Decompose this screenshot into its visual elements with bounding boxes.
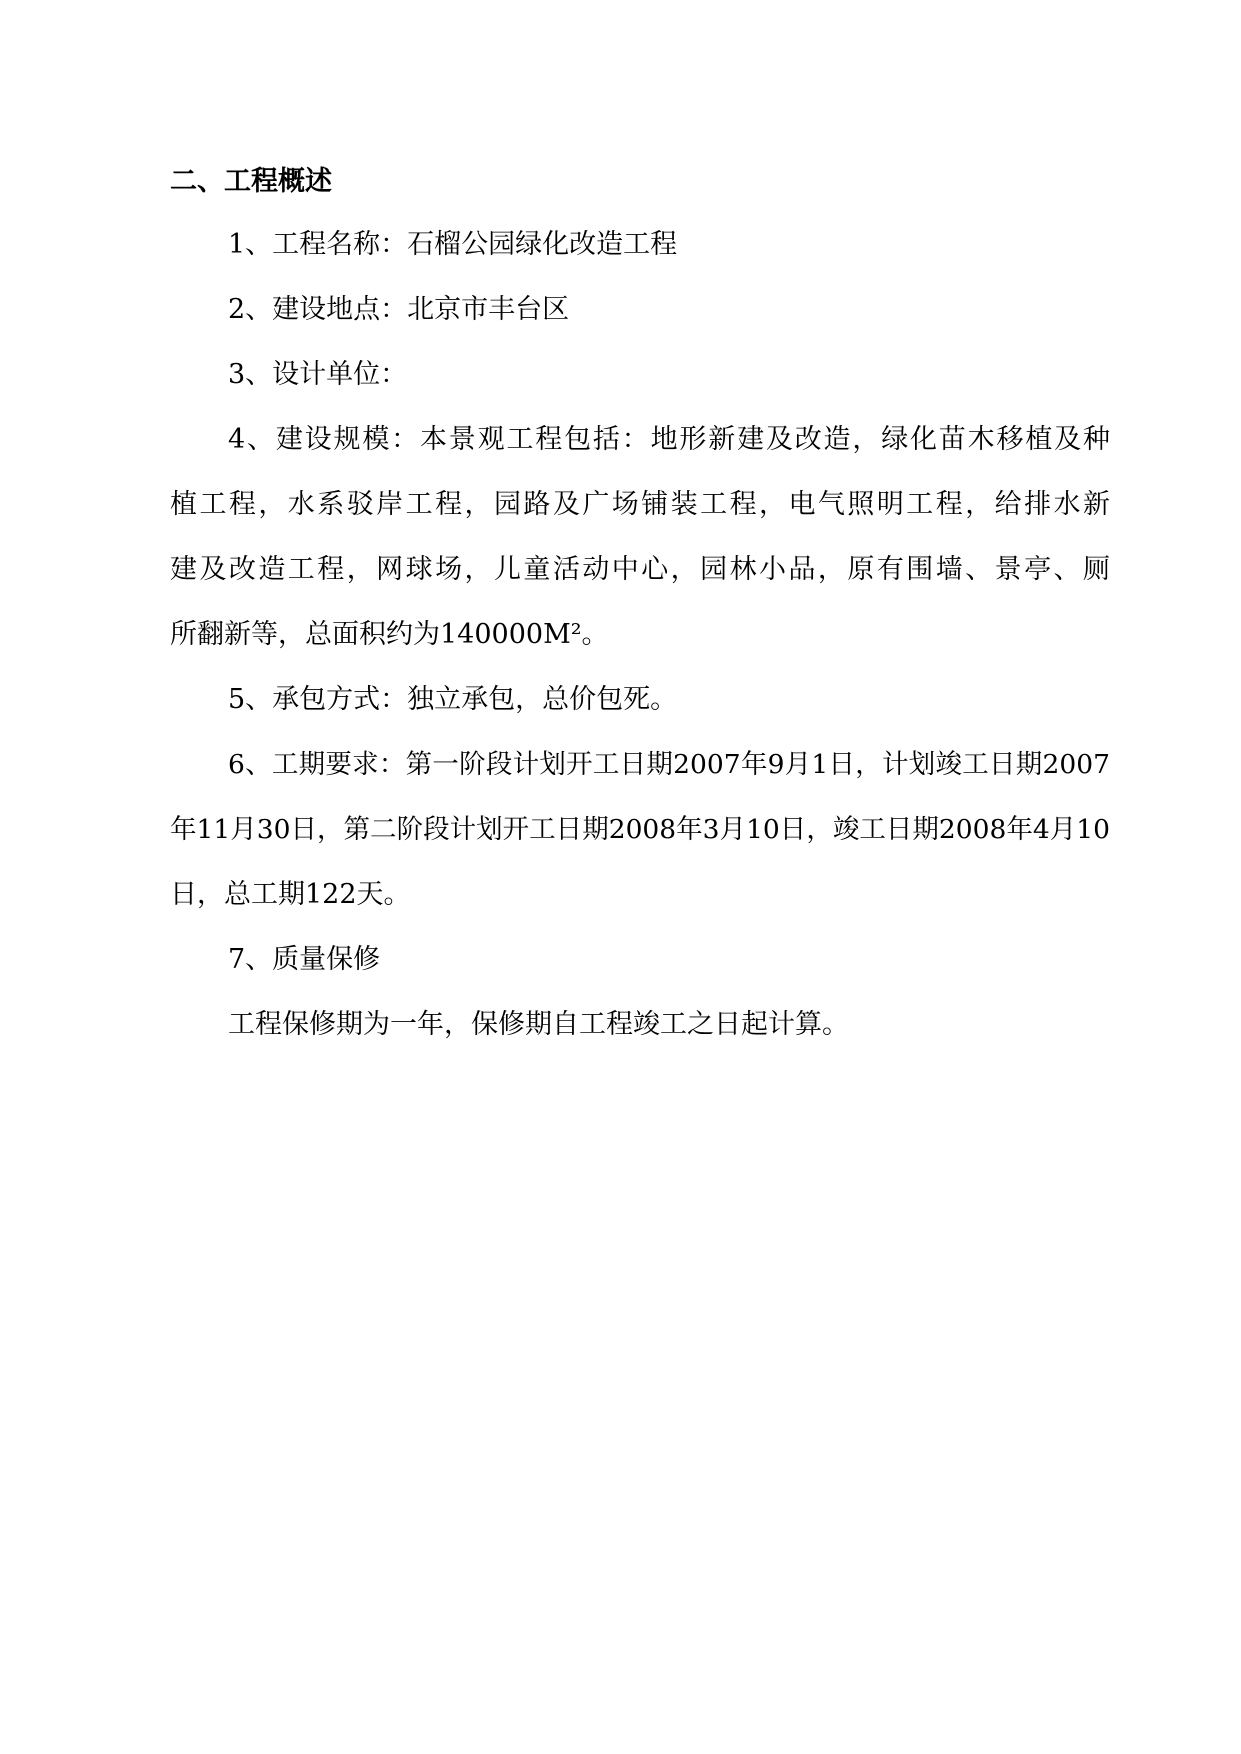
item-schedule bbox=[170, 732, 1110, 927]
document-content bbox=[170, 152, 1110, 1057]
item-warranty-text: 工程保修期为一年，保修期自工程竣工之日起计算。 bbox=[228, 1009, 849, 1040]
item-schedule-line-2: 年11月30日，第二阶段计划开工日期2008年3月10日，竣工日期2008年4月10 bbox=[170, 814, 1110, 845]
item-scale bbox=[170, 407, 1110, 667]
item-contract: 5、承包方式：独立承包，总价包死。 bbox=[228, 684, 678, 715]
item-designer: 3、设计单位： bbox=[228, 359, 408, 390]
item-schedule-line-1: 6、工期要求：第一阶段计划开工日期2007年9月1日，计划竣工日期2007 bbox=[228, 749, 1110, 780]
item-location: 2、建设地点：北京市丰台区 bbox=[228, 294, 570, 325]
item-project-name: 1、工程名称：石榴公园绿化改造工程 bbox=[228, 229, 678, 260]
item-warranty-title: 7、质量保修 bbox=[228, 944, 381, 975]
item-scale-line-2: 植工程，水系驳岸工程，园路及广场铺装工程，电气照明工程，给排水新 bbox=[170, 489, 1110, 520]
section-heading: 二、工程概述 bbox=[170, 166, 332, 197]
item-scale-line-4: 所翻新等，总面积约为140000M²。 bbox=[170, 619, 609, 650]
item-scale-line-3: 建及改造工程，网球场，儿童活动中心，园林小品，原有围墙、景亭、厕 bbox=[170, 554, 1110, 585]
item-schedule-line-3: 日，总工期122天。 bbox=[170, 879, 411, 910]
item-scale-line-1: 4、建设规模：本景观工程包括：地形新建及改造，绿化苗木移植及种 bbox=[228, 424, 1110, 455]
